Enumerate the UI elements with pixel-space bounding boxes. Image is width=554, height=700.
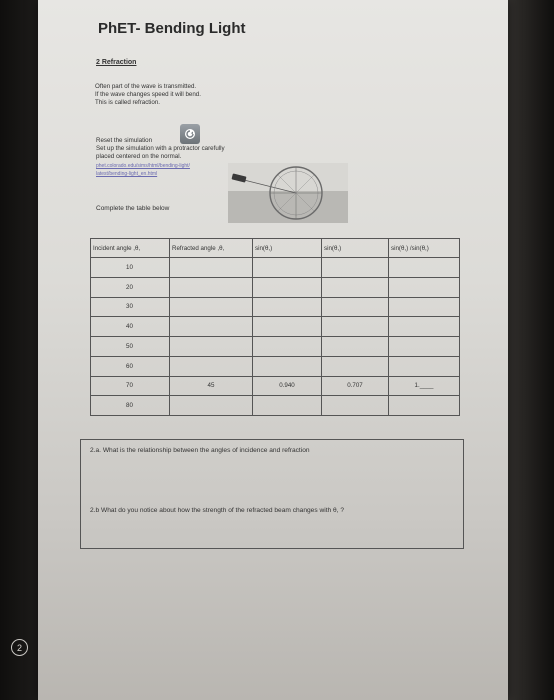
table-cell: 10: [91, 258, 170, 278]
page-number: 2: [11, 639, 28, 656]
intro-line-2: If the wave changes speed it will bend.: [95, 91, 201, 98]
intro-line-1: Often part of the wave is transmitted.: [95, 83, 197, 90]
header-sin-incident: sin(θ,): [253, 239, 322, 258]
table-cell[interactable]: [170, 277, 253, 297]
table-row: [91, 297, 460, 317]
reset-icon: [184, 128, 196, 140]
header-sin-refracted: sin(θ,): [322, 239, 389, 258]
table-cell[interactable]: [389, 356, 460, 376]
section-heading: 2 Refraction: [96, 59, 137, 66]
table-cell[interactable]: [170, 396, 253, 416]
table-cell[interactable]: [389, 337, 460, 357]
table-cell[interactable]: [322, 277, 389, 297]
table-cell: 50: [91, 337, 170, 357]
header-incident-angle: Incident angle ,θ,: [91, 239, 170, 258]
table-cell[interactable]: [322, 356, 389, 376]
header-refracted-angle: Refracted angle ,θ,: [170, 239, 253, 258]
questions-box: [80, 439, 464, 549]
table-cell[interactable]: [389, 317, 460, 337]
table-cell: 80: [91, 396, 170, 416]
table-cell[interactable]: [322, 337, 389, 357]
table-row: [91, 396, 460, 416]
table-cell[interactable]: [253, 258, 322, 278]
table-cell[interactable]: [170, 297, 253, 317]
table-cell: 40: [91, 317, 170, 337]
reset-button[interactable]: [180, 124, 200, 144]
table-cell[interactable]: 45: [170, 376, 253, 396]
table-row: [91, 337, 460, 357]
table-cell: 70: [91, 376, 170, 396]
table-cell: 60: [91, 356, 170, 376]
table-cell[interactable]: [322, 297, 389, 317]
protractor-diagram: [228, 163, 348, 223]
sim-link-line-2[interactable]: latest/bending-light_en.html: [96, 171, 158, 177]
table-cell[interactable]: [389, 297, 460, 317]
table-cell: 20: [91, 277, 170, 297]
table-cell[interactable]: 1.____: [389, 376, 460, 396]
table-cell[interactable]: [253, 337, 322, 357]
sim-link-line-1[interactable]: phet.colorado.edu/sims/html/bending-light/: [96, 163, 190, 169]
table-cell[interactable]: [253, 396, 322, 416]
table-cell[interactable]: [322, 258, 389, 278]
table-cell[interactable]: 0.707: [322, 376, 389, 396]
table-header-row: [91, 239, 460, 258]
table-cell[interactable]: 0.940: [253, 376, 322, 396]
table-cell[interactable]: [170, 317, 253, 337]
table-cell[interactable]: [322, 317, 389, 337]
setup-line-3: placed centered on the normal.: [96, 153, 182, 160]
refraction-table: [90, 238, 460, 416]
header-sin-ratio: sin(θ,) /sin(θ,): [389, 239, 460, 258]
question-2b: 2.b What do you notice about how the strength of the refracted beam changes with θ, ?: [90, 507, 345, 514]
table-cell[interactable]: [253, 317, 322, 337]
page-title: PhET- Bending Light: [98, 20, 246, 37]
table-cell[interactable]: [170, 337, 253, 357]
table-cell[interactable]: [322, 396, 389, 416]
table-cell: 30: [91, 297, 170, 317]
setup-line-2: Set up the simulation with a protractor carefully: [96, 145, 225, 152]
table-row: [91, 277, 460, 297]
table-cell[interactable]: [389, 258, 460, 278]
question-2a: 2.a. What is the relationship between the angles of incidence and refraction: [90, 447, 310, 454]
table-cell[interactable]: [389, 277, 460, 297]
table-cell[interactable]: [253, 297, 322, 317]
table-row: [91, 356, 460, 376]
table-cell[interactable]: [389, 396, 460, 416]
table-row: [91, 376, 460, 396]
table-row: [91, 317, 460, 337]
table-cell[interactable]: [253, 356, 322, 376]
intro-line-3: This is called refraction.: [95, 99, 160, 106]
table-cell[interactable]: [170, 356, 253, 376]
table-cell[interactable]: [170, 258, 253, 278]
table-prompt: Complete the table below: [96, 205, 170, 212]
table-row: [91, 258, 460, 278]
setup-line-1: Reset the simulation: [96, 137, 153, 144]
table-cell[interactable]: [253, 277, 322, 297]
